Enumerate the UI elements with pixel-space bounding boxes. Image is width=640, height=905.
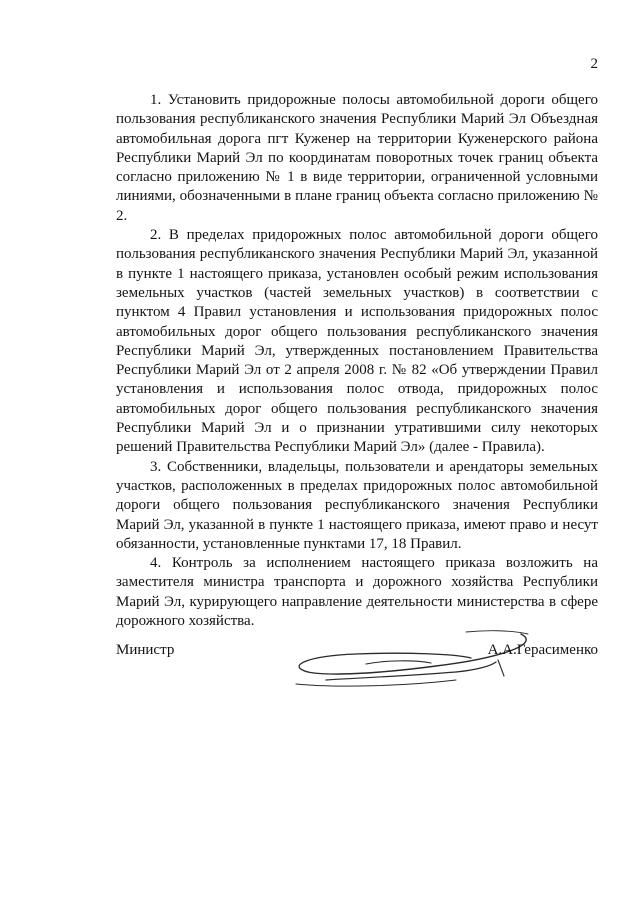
paragraph-3: 3. Собственники, владельцы, пользователи и арендаторы земельных участков, расположенных в пределах придорожных полос автомобильной дороги общего пользования республиканского значения Республики Марий Эл, указанной в пункте 1 настоящего приказа, имеют право и несут обязанности, установленные пунктами 17, 18 Правил. bbox=[116, 458, 598, 552]
order-body bbox=[116, 91, 598, 631]
paragraph-4: 4. Контроль за исполнением настоящего приказа возложить на заместителя министра транспорта и дорожного хозяйства Республики Марий Эл, курирующего направление деятельности министерства в сфере дорожного хозяйства. bbox=[116, 555, 598, 630]
paragraph-1: 1. Установить придорожные полосы автомобильной дороги общего пользования республиканского значения Республики Марий Эл Объездная автомобильная дорога пгт Куженер на территории Куженерского района Республики Марий Эл по координатам поворотных точек границ объекта согласно приложению № 1 в виде территории, ограниченной условными линиями, обозначенными в плане границ объекта согласно приложению № 2. bbox=[116, 92, 598, 224]
handwritten-signature bbox=[266, 620, 546, 700]
paragraph-2: 2. В пределах придорожных полос автомобильной дороги общего пользования республиканского значения Республики Марий Эл, указанной в пункте 1 настоящего приказа, установлен особый режим использования земельных участков (частей земельных участков) в соответствии с пунктом 4 Правил установления и использования придорожных полос автомобильных дорог общего пользования республиканского значения Республики Марий Эл, утвержденных постановлением Правительства Республики Марий Эл от 2 апреля 2008 г. № 82 «Об утверждении Правил установления и использования полос отвода, придорожных полос автомобильных дорог общего пользования республиканского значения Республики Марий Эл и о признании утратившими силу некоторых решений Правительства Республики Марий Эл» (далее - Правила). bbox=[116, 227, 598, 456]
page-number: 2 bbox=[590, 56, 598, 72]
signature-block bbox=[116, 640, 598, 700]
signer-name: А.А.Герасименко bbox=[487, 642, 598, 658]
minister-title: Министр bbox=[116, 642, 175, 658]
